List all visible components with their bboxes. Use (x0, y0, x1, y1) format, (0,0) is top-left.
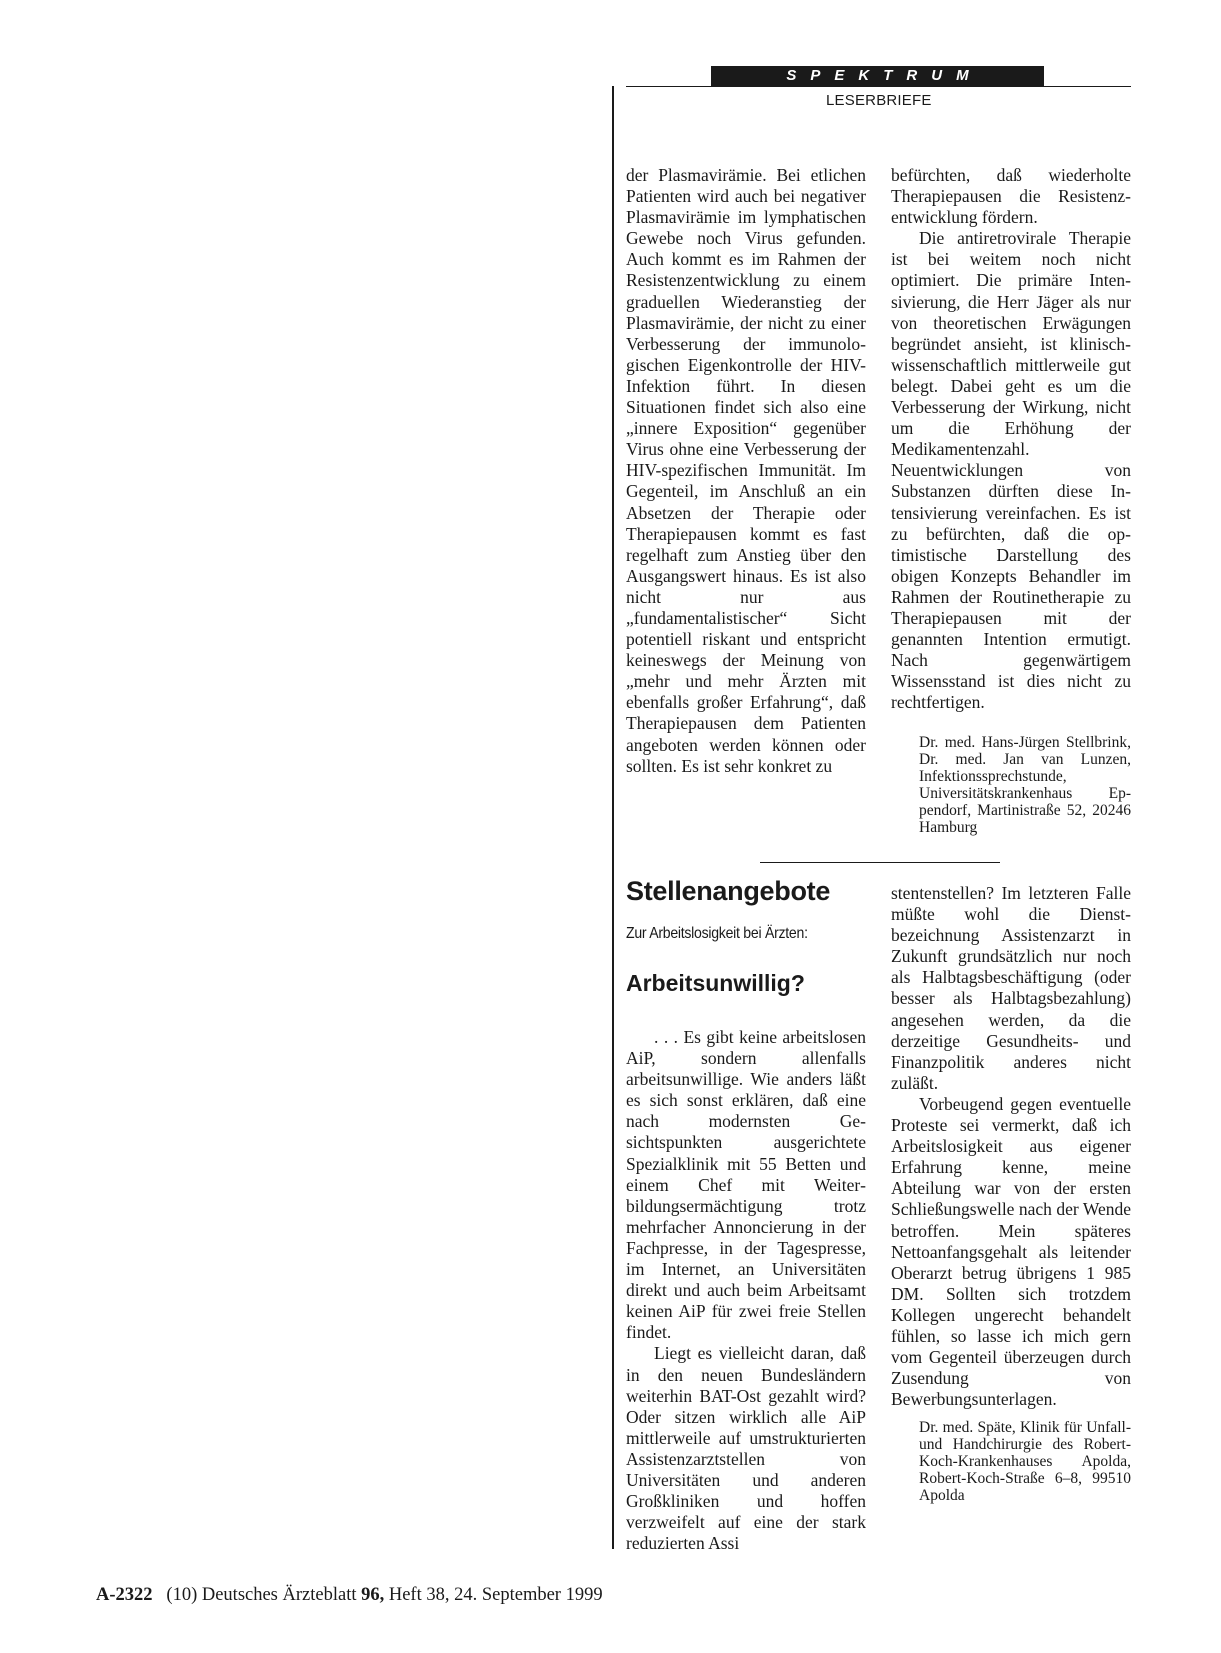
letter1-column-1 (626, 165, 866, 777)
letter1-signature: Dr. med. Hans-Jürgen Stellbrink, Dr. med. Jan van Lunzen, Infektionssprechstunde, Universitätskrankenhaus Eppendorf, Martinistraße 52, 20246 Hamburg (919, 734, 1131, 837)
letter1-paragraph: befürchten, daß wiederholte Therapiepausen die Resistenzentwicklung fördern. (891, 165, 1131, 228)
rubric-headline: Stellenangebote (626, 876, 831, 906)
letter1-column-2 (891, 165, 1131, 836)
article-separator (760, 862, 1000, 863)
page-reference: A-2322 (96, 1585, 153, 1605)
letter2-signature: Dr. med. Späte, Klinik für Unfall- und Handchirurgie des Robert-Koch-Krankenhauses Apolda, Robert-Koch-Straße 6–8, 99510 Apolda (919, 1419, 1131, 1505)
letter2-paragraph: . . . Es gibt keine arbeitslosen AiP, sondern allenfalls arbeitsunwillige. Wie anders läßt es sich sonst erklären, daß eine nach modernsten Gesichtspunkten ausgerichtete Spezialklinik mit 55 Betten und einem Chef mit Weiterbildungsermächtigung trotz mehrfacher Annoncierung in der Fachpresse, in der Tagespresse, im Internet, an Universitäten direkt und auch beim Arbeitsamt keinen AiP für zwei freie Stellen findet. (626, 1027, 866, 1343)
header-rule (626, 86, 1131, 87)
journal-name: (10) Deutsches Ärzteblatt (166, 1585, 357, 1605)
letter2-column-2 (891, 883, 1131, 1504)
article-title: Arbeitsunwillig? (626, 970, 805, 996)
section-label: LESERBRIEFE (826, 92, 932, 109)
section-banner: SPEKTRUM (711, 66, 1044, 86)
journal-issue: Heft 38, 24. September 1999 (388, 1585, 603, 1605)
journal-volume: 96, (361, 1585, 385, 1605)
letter2-column-1 (626, 1027, 866, 1554)
letter2-paragraph: Vorbeugend gegen eventuelle Proteste sei vermerkt, daß ich Arbeitslosigkeit aus eigener Erfahrung kenne, meine Abteilung war von der ersten Schließungswelle nach der Wende betroffen. Mein späteres Nettoanfangsgehalt als leitender Oberarzt betrug übrigens 1 985 DM. Sollten sich trotzdem Kollegen ungerecht behandelt fühlen, so lasse ich mich gern vom Gegenteil überzeugen durch Zusendung von Bewerbungsunterlagen. (891, 1093, 1131, 1410)
column-divider (612, 86, 614, 1549)
letter1-paragraph: der Plasmavirämie. Bei etlichen Patienten wird auch bei negativer Plasmavirämie im lymphatischen Gewebe noch Virus gefunden. Auch kommt es im Rahmen der Resistenzentwicklung zu einem graduellen Wiederanstieg der Plasmavirämie, der nicht zu einer Verbesserung der immunologischen Eigenkontrolle der HIV-Infektion führt. In diesen Situationen findet sich also eine „innere Exposition“ gegenüber Virus ohne eine Verbesserung der HIV-spezifischen Immunität. Im Gegenteil, im Anschluß an ein Absetzen der Therapie oder Therapiepausen kommt es fast regelhaft zum Anstieg über den Ausgangswert hinaus. Es ist also nicht nur aus „fundamentalistischer“ Sicht potentiell riskant und entspricht keineswegs der Meinung von „mehr und mehr Ärzten mit ebenfalls großer Erfahrung“, daß Therapiepausen dem Patienten angeboten werden können oder sollten. Es ist sehr konkret zu (626, 165, 866, 776)
letter1-paragraph: Die antiretrovirale Therapie ist bei weitem noch nicht optimiert. Die primäre Intensivierung, die Herr Jäger als nur von theoretischen Erwägungen begründet ansieht, ist klinisch-wissenschaftlich mittlerweile gut belegt. Dabei geht es um die Verbesserung der Wirkung, nicht um die Erhöhung der Medikamentenzahl. Neuentwicklungen von Substanzen dürften diese Intensivierung vereinfachen. Es ist zu befürchten, daß die optimistische Darstellung des obigen Konzepts Behandler im Rahmen der Routinetherapie zu Therapiepausen mit der genannten Intention ermutigt. Nach gegenwärtigem Wissensstand ist dies nicht zu rechtfertigen. (891, 228, 1131, 713)
letter2-paragraph: Liegt es vielleicht daran, daß in den neuen Bundesländern weiterhin BAT-Ost gezahlt wird? Oder sitzen wirklich alle AiP mittlerweile auf umstrukturierten Assistenzarztstellen von Universitäten und anderen Großkliniken und hoffen verzweifelt auf eine der stark reduzierten Assi (626, 1343, 866, 1554)
page-footer (96, 1585, 603, 1606)
article-kicker: Zur Arbeitslosigkeit bei Ärzten: (626, 925, 808, 942)
letter2-paragraph: stentenstellen? Im letzteren Falle müßte wohl die Dienstbezeichnung Assistenzarzt in Zukunft grundsätzlich nur noch als Halbtagsbeschäftigung (oder besser als Halbtagsbezahlung) angesehen werden, da die derzeitige Gesundheits- und Finanzpolitik anderes nicht zuläßt. (891, 883, 1131, 1093)
